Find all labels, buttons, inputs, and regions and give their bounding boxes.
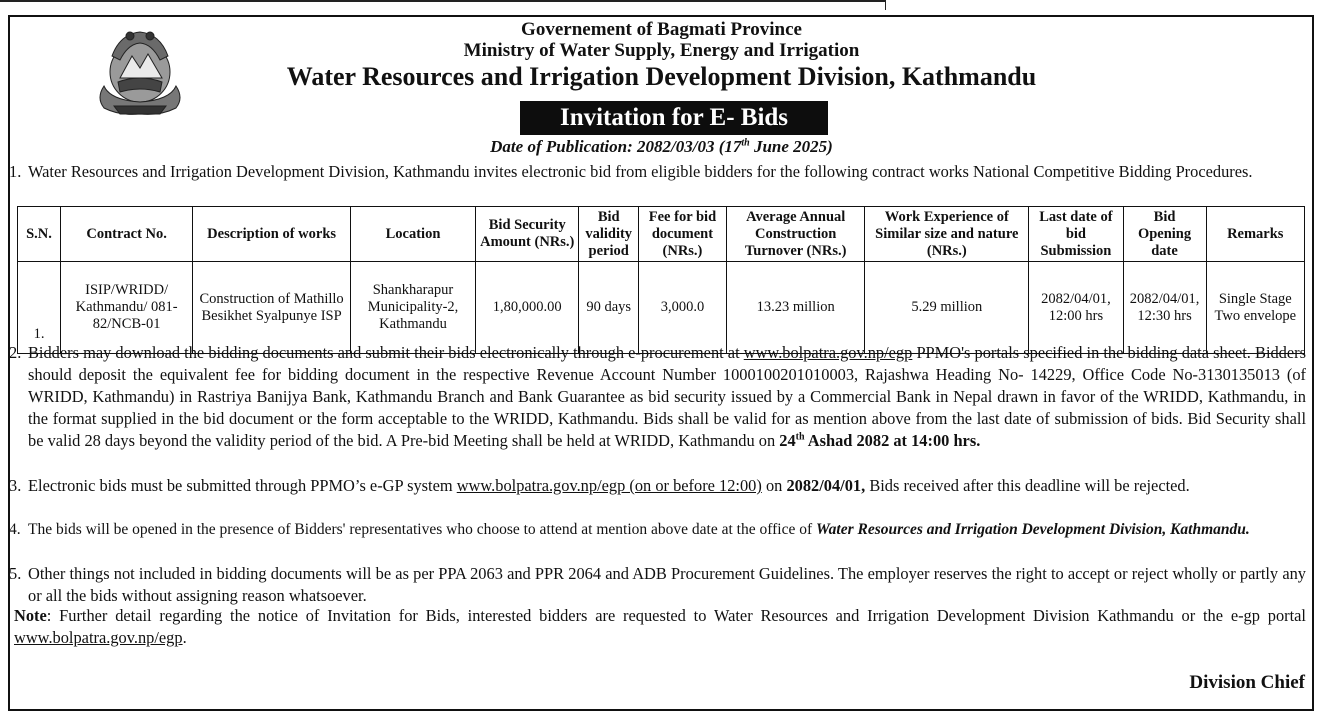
cell-turnover: 13.23 million (727, 262, 865, 354)
paragraph-3: 3. Electronic bids must be submitted through PPMO’s e-GP system www.bolpatra.gov.np/egp (on or before 12:00) on 2082/04/01, Bids received after this deadline will be rejected. (9, 476, 1190, 495)
paragraph-number: 1. (9, 162, 22, 181)
header-bid-security: Bid Security Amount (NRs.) (476, 207, 579, 262)
cell-remarks: Single Stage Two envelope (1206, 262, 1304, 354)
paragraph-number: 3. (9, 476, 22, 495)
paragraph-2: 2. Bidders may download the bidding documents and submit their bids electronically through e-procurement at www.bolpatra.gov.np/egp PPMO's portals specified in the bidding data sheet. Bidders should deposit the equivalent fee for bidding document in the respective Revenue Account Number 1000100201010003, Rajashwa Heading No- 14229, Office Code No-3130135013 (of WRIDD, Kathmandu) in Rastriya Banijya Bank, Kathmandu Branch and Bank Guarantee as bid security issued by a Commercial Bank in Nepal drawn in favor of the WRIDD, Kathmandu, in the format supplied in the bid document or the form acceptable to the WRIDD, Kathmandu. Bids shall be valid for as mention above from the last date of submission of bids. Bid Security shall be valid 28 days beyond the validity period of the bid. A Pre-bid Meeting shall be held at WRIDD, Kathmandu on 24th Ashad 2082 at 14:00 hrs. (9, 343, 1306, 450)
cell-experience: 5.29 million (865, 262, 1029, 354)
cell-description: Construction of Mathillo Besikhet Syalpunye ISP (193, 262, 351, 354)
signature-division-chief: Division Chief (1189, 672, 1305, 693)
note-paragraph: Note: Further detail regarding the notice of Invitation for Bids, interested bidders are requested to Water Resources and Irrigation Development Division Kathmandu or the e-gp portal www.bolpatra.gov.np/egp. (14, 606, 1306, 647)
cell-bid-validity: 90 days (579, 262, 638, 354)
header-bid-validity: Bid validity period (579, 207, 638, 262)
cell-location: Shankharapur Municipality-2, Kathmandu (351, 262, 476, 354)
egp-link[interactable]: www.bolpatra.gov.np/egp (743, 343, 913, 362)
header-description: Description of works (193, 207, 351, 262)
paragraph-number: 5. (9, 564, 22, 583)
publication-date: Date of Publication: 2082/03/03 (17th June 2025) (490, 137, 833, 156)
paragraph-text: Water Resources and Irrigation Development Division, Kathmandu invites electronic bid from eligible bidders for the following contract works National Competitive Bidding Procedures. (28, 162, 1253, 181)
header-sn: S.N. (18, 207, 61, 262)
header-turnover: Average Annual Construction Turnover (NRs.) (727, 207, 865, 262)
government-title: Governement of Bagmati Province (521, 19, 802, 40)
cell-opening-date: 2082/04/01, 12:30 hrs (1123, 262, 1206, 354)
header-experience: Work Experience of Similar size and nature (NRs.) (865, 207, 1029, 262)
paragraph-5: 5. Other things not included in bidding documents will be as per PPA 2063 and PPR 2064 and ADB Procurement Guidelines. The employer reserves the right to accept or reject wholly or partly any or all the bids without assigning reason whatsoever. (9, 564, 1306, 605)
cell-last-date: 2082/04/01, 12:00 hrs (1029, 262, 1123, 354)
paragraph-number: 4. (9, 521, 21, 538)
cell-bid-security: 1,80,000.00 (476, 262, 579, 354)
table-row (18, 262, 1305, 354)
egp-link[interactable]: www.bolpatra.gov.np/egp (on or before 12:00) (456, 476, 762, 495)
division-title: Water Resources and Irrigation Development Division, Kathmandu (286, 62, 1037, 91)
paragraph-number: 2. (9, 343, 22, 362)
egp-link[interactable]: www.bolpatra.gov.np/egp (14, 628, 183, 647)
ministry-title: Ministry of Water Supply, Energy and Irrigation (463, 40, 860, 61)
header-location: Location (351, 207, 476, 262)
cell-sn: 1. (18, 262, 61, 354)
top-rule (0, 0, 1323, 3)
note-label: Note (14, 606, 47, 625)
header-opening-date: Bid Opening date (1123, 207, 1206, 262)
header-remarks: Remarks (1206, 207, 1304, 262)
header-contract-no: Contract No. (61, 207, 193, 262)
contract-table (17, 206, 1305, 354)
cell-fee: 3,000.0 (638, 262, 726, 354)
table-header-row (18, 207, 1305, 262)
cell-contract-no: ISIP/WRIDD/ Kathmandu/ 081-82/NCB-01 (61, 262, 193, 354)
paragraph-1 (9, 161, 1306, 183)
invitation-badge: Invitation for E- Bids (520, 101, 828, 135)
paragraph-4: 4. The bids will be opened in the presence of Bidders' representatives who choose to attend at mention above date at the office of Water Resources and Irrigation Development Division, Kathmandu. (28, 519, 1306, 541)
header-last-date: Last date of bid Submission (1029, 207, 1123, 262)
header-fee: Fee for bid document (NRs.) (638, 207, 726, 262)
